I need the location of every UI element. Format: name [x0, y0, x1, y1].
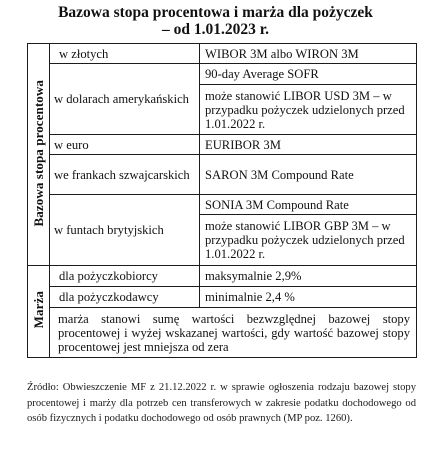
row-value-usd-libor: może stanowić LIBOR USD 3M – w przypadku pożyczek udzielonych przed 1.01.2022 r.: [200, 85, 417, 135]
row-value-gbp-libor: może stanowić LIBOR GBP 3M – w przypadku pożyczek udzielonych przed 1.01.2022 r.: [200, 215, 417, 266]
section-margin-label: Marża: [30, 291, 46, 329]
row-label-pln: w złotych: [50, 44, 200, 64]
table-row: [28, 195, 417, 215]
row-label-chf: we frankach szwajcarskich: [50, 155, 200, 195]
row-label-lender: dla pożyczkodawcy: [50, 287, 200, 308]
row-value-chf: SARON 3M Compound Rate: [200, 155, 417, 195]
row-value-lender: minimalnie 2,4 %: [200, 287, 417, 308]
page-title: [0, 4, 431, 38]
title-line-2: – od 1.01.2023 r.: [161, 21, 270, 38]
title-line-1: Bazowa stopa procentowa i marża dla pożyczek: [58, 4, 373, 21]
section-margin-cell: [28, 266, 50, 358]
row-label-usd: w dolarach amerykańskich: [50, 64, 200, 135]
table-row: [28, 44, 417, 64]
row-value-borrower: maksymalnie 2,9%: [200, 266, 417, 287]
row-label-borrower: dla pożyczkobiorcy: [50, 266, 200, 287]
source-note: Źródło: Obwieszczenie MF z 21.12.2022 r. w sprawie ogłoszenia rodzaju bazowej stopy procentowej i marży dla potrzeb cen transferowych w zakresie podatku dochodowego od osób fizycznych i podatku dochodowego od osób prawnych (MP poz. 1260).: [27, 382, 416, 425]
table-row: [28, 135, 417, 155]
section-rate-cell: [28, 44, 50, 266]
row-value-pln: WIBOR 3M albo WIRON 3M: [200, 44, 417, 64]
row-label-gbp: w funtach brytyjskich: [50, 195, 200, 266]
section-rate-label: Bazowa stopa procentowa: [30, 79, 46, 227]
table-row: [28, 64, 417, 85]
table-row: [28, 287, 417, 308]
row-value-eur: EURIBOR 3M: [200, 135, 417, 155]
table-row: [28, 266, 417, 287]
table-row: [28, 308, 417, 358]
table-row: [28, 155, 417, 195]
rates-table: [27, 43, 417, 358]
row-value-usd-sofr: 90-day Average SOFR: [200, 64, 417, 85]
row-value-gbp-sonia: SONIA 3M Compound Rate: [200, 195, 417, 215]
margin-note: marża stanowi sumę wartości bezwzględnej bazowej stopy procentowej i wyżej wskazanej wartości, gdy wartość bazowej stopy procentowej jest mniejsza od zera: [50, 308, 417, 358]
row-label-eur: w euro: [50, 135, 200, 155]
